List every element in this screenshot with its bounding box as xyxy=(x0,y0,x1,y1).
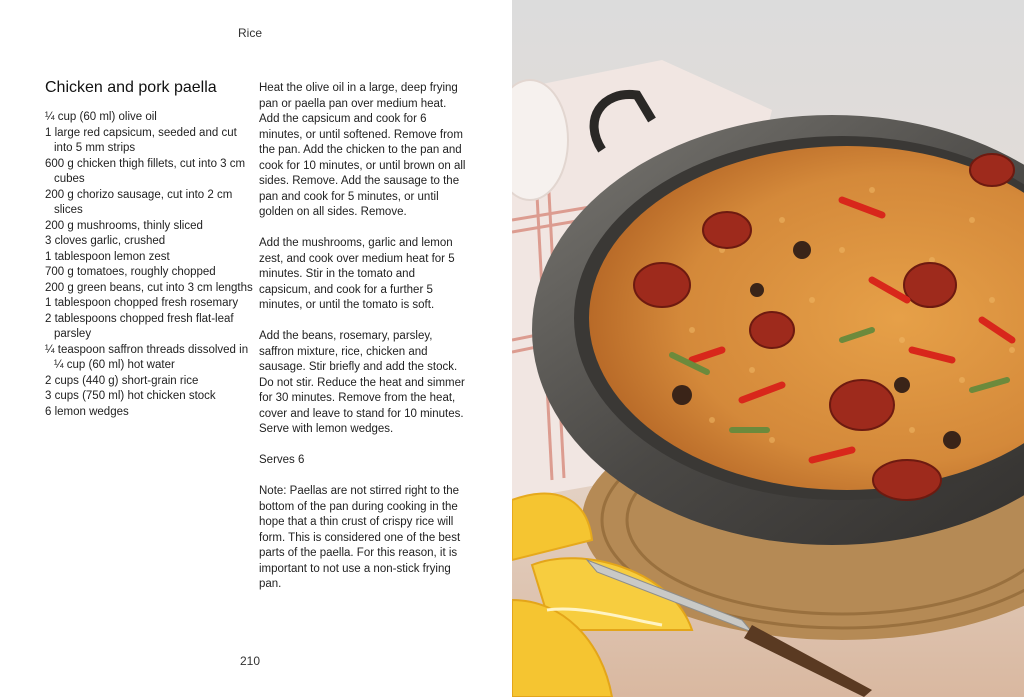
method-step: Add the mushrooms, garlic and lemon zest, and cook over medium heat for 5 minutes. Stir in the tomato and capsicum, and cook for a further 5 minutes, or until the tomato is soft. xyxy=(259,237,455,311)
recipe-note: Note: Paellas are not stirred right to the bottom of the pan during cooking in the hope that a thin crust of crispy rice will form. This is considered one of the best parts of the paella. For this reason, it is important to not use a non-stick frying pan. xyxy=(259,485,461,590)
method-step: Heat the olive oil in a large, deep frying pan or paella pan over medium heat. Add the capsicum and cook for 6 minutes, or until softened. Remove from the pan. Add the chicken to the pan and cook for 10 minutes, or until brown on all sides. Remove. Add the sausage to the pan and cook for 5 minutes, or until golden on all sides. Remove. xyxy=(259,82,466,218)
ingredient-item: 200 g green beans, cut into 3 cm lengths xyxy=(45,281,253,294)
ingredient-item: ¼ teaspoon saffron threads dissolved in ¼ cup (60 ml) hot water xyxy=(45,343,249,371)
ingredient-item: 700 g tomatoes, roughly chopped xyxy=(45,266,216,278)
running-head: Rice xyxy=(237,26,262,40)
ingredient-item: 3 cloves garlic, crushed xyxy=(45,235,166,247)
ingredient-item: 6 lemon wedges xyxy=(45,405,129,418)
ingredient-item: 2 cups (440 g) short-grain rice xyxy=(45,374,199,387)
recipe-title: Chicken and pork paella xyxy=(45,79,217,96)
ingredient-item: 200 g mushrooms, thinly sliced xyxy=(45,219,203,232)
method-column xyxy=(259,81,469,608)
ingredient-item: 200 g chorizo sausage, cut into 2 cm slices xyxy=(45,188,233,216)
paella-illustration xyxy=(512,0,1024,697)
ingredient-item: 3 cups (750 ml) hot chicken stock xyxy=(45,390,216,402)
ingredient-list xyxy=(45,110,255,420)
method-step: Add the beans, rosemary, parsley, saffron mixture, rice, chicken and sausage. Stir briefly and add the stock. Do not stir. Reduce the heat and simmer for 30 minutes. Remove from the heat, cover and leave to stand for 10 minutes. Serve with lemon wedges. xyxy=(259,330,465,435)
ingredient-item: 600 g chicken thigh fillets, cut into 3 cm cubes xyxy=(45,157,246,185)
ingredient-item: 2 tablespoons chopped fresh flat-leaf parsley xyxy=(45,312,234,340)
ingredient-item: ¼ cup (60 ml) olive oil xyxy=(45,111,157,123)
ingredient-item: 1 large red capsicum, seeded and cut into 5 mm strips xyxy=(45,126,237,154)
ingredient-item: 1 tablespoon chopped fresh rosemary xyxy=(45,297,239,309)
paella-photo xyxy=(512,0,1024,697)
page-number: 210 xyxy=(239,654,261,668)
serves-text: Serves 6 xyxy=(259,454,305,466)
ingredient-item: 1 tablespoon lemon zest xyxy=(45,250,170,263)
